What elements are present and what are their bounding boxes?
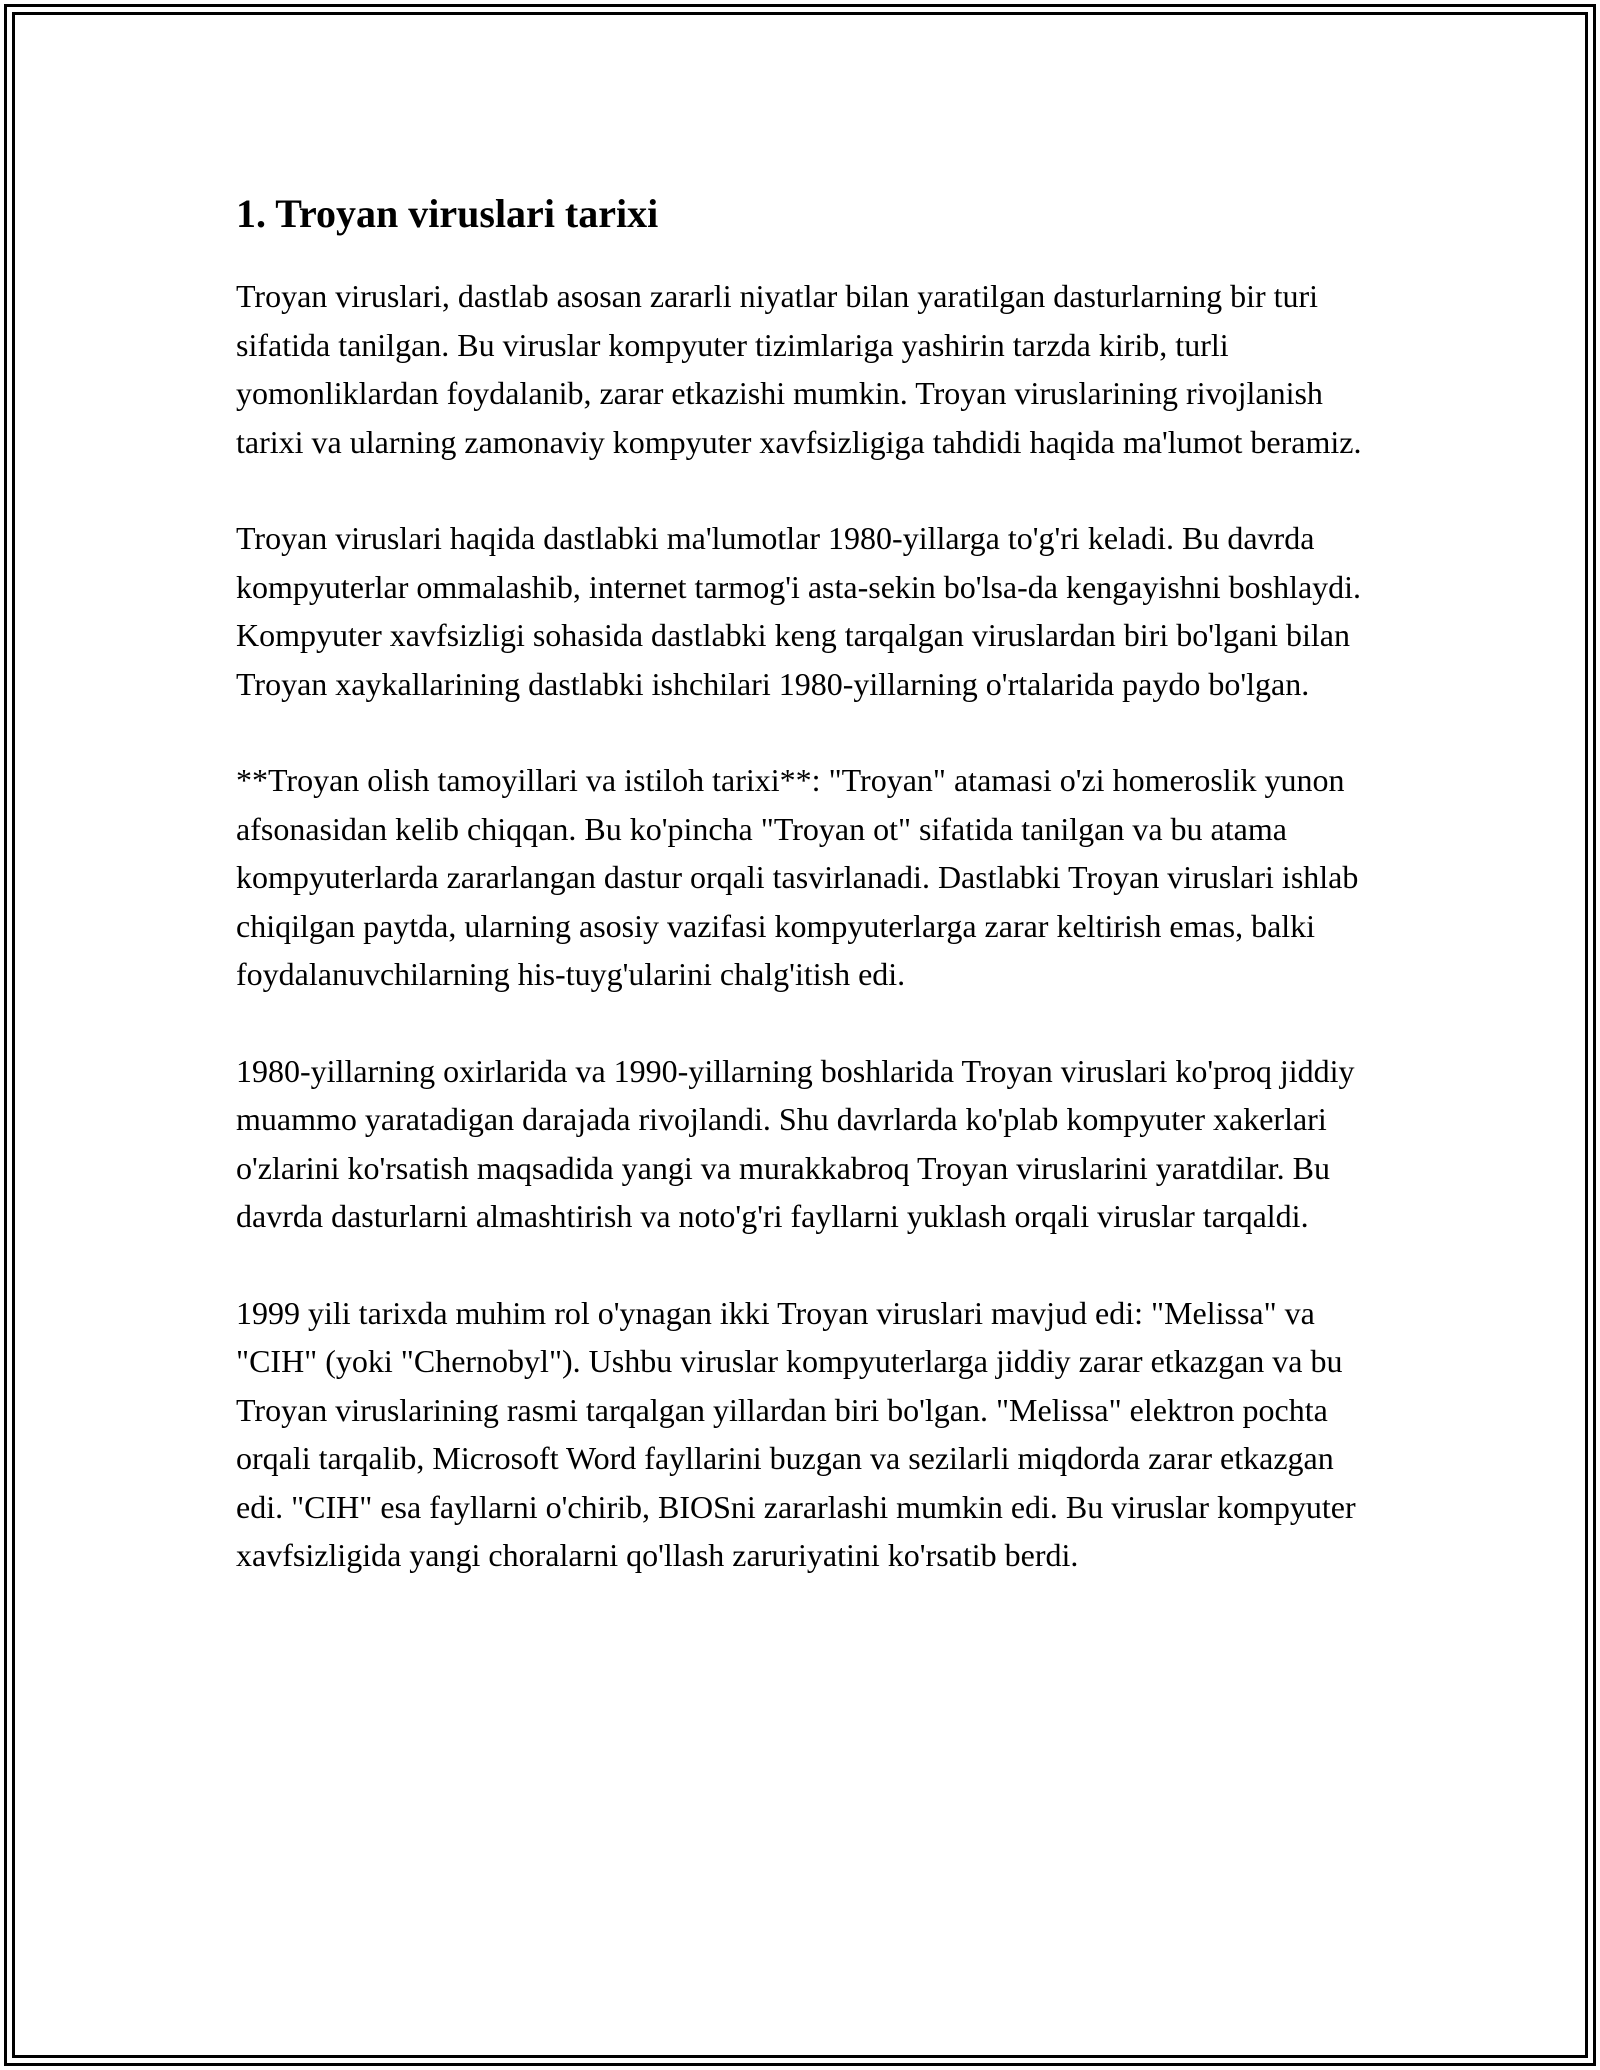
- paragraph-1999-viruses: 1999 yili tarixda muhim rol o'ynagan ikki Troyan viruslari mavjud edi: "Melissa" va "CIH" (yoki "Chernobyl"). Ushbu viruslar kompyuterlarga jiddiy zarar etkazgan va bu Troyan viruslarining rasmi tarqalgan yillardan biri bo'lgan. "Melissa" elektron pochta orqali tarqalib, Microsoft Word fayllarini buzgan va sezilarli miqdorda zarar etkazgan edi. "CIH" esa fayllarni o'chirib, BIOSni zararlashi mumkin edi. Bu viruslar kompyuter xavfsizligida yangi choralarni qo'llash zaruriyatini ko'rsatib berdi.: [236, 1294, 1356, 1573]
- paragraph-intro: Troyan viruslari, dastlab asosan zararli niyatlar bilan yaratilgan dasturlarning bir turi sifatida tanilgan. Bu viruslar kompyuter tizimlariga yashirin tarzda kirib, turli yomonliklardan foydalanib, zarar etkazishi mumkin. Troyan viruslarining rivojlanish tarixi va ularning zamonaviy kompyuter xavfsizligiga tahdidi haqida ma'lumot beramiz.: [236, 278, 1362, 460]
- paragraph-term-history: **Troyan olish tamoyillari va istiloh tarixi**: "Troyan" atamasi o'zi homeroslik yunon afsonasidan kelib chiqqan. Bu ko'pincha "Troyan ot" sifatida tanilgan va bu atama kompyuterlarda zararlangan dastur orqali tasvirlanadi. Dastlabki Troyan viruslari ishlab chiqilgan paytda, ularning asosiy vazifasi kompyuterlarga zarar keltirish emas, balki foydalanuvchilarning his-tuyg'ularini chalg'itish edi.: [236, 762, 1359, 992]
- document-page: [236, 184, 1376, 1628]
- section-heading: 1. Troyan viruslari tarixi: [236, 191, 659, 236]
- paragraph-late-1980s-1990s: 1980-yillarning oxirlarida va 1990-yillarning boshlarida Troyan viruslari ko'proq jiddiy muammo yaratadigan darajada rivojlandi. Shu davrlarda ko'plab kompyuter xakerlari o'zlarini ko'rsatish maqsadida yangi va murakkabroq Troyan viruslarini yaratdilar. Bu davrda dasturlarni almashtirish va noto'g'ri fayllarni yuklash orqali viruslar tarqaldi.: [236, 1052, 1355, 1234]
- paragraph-1980s-origins: Troyan viruslari haqida dastlabki ma'lumotlar 1980-yillarga to'g'ri keladi. Bu davrda kompyuterlar ommalashib, internet tarmog'i asta-sekin bo'lsa-da kengayishni boshlaydi. Kompyuter xavfsizligi sohasida dastlabki keng tarqalgan viruslardan biri bo'lgani bilan Troyan xaykallarining dastlabki ishchilari 1980-yillarning o'rtalarida paydo bo'lgan.: [236, 520, 1362, 702]
